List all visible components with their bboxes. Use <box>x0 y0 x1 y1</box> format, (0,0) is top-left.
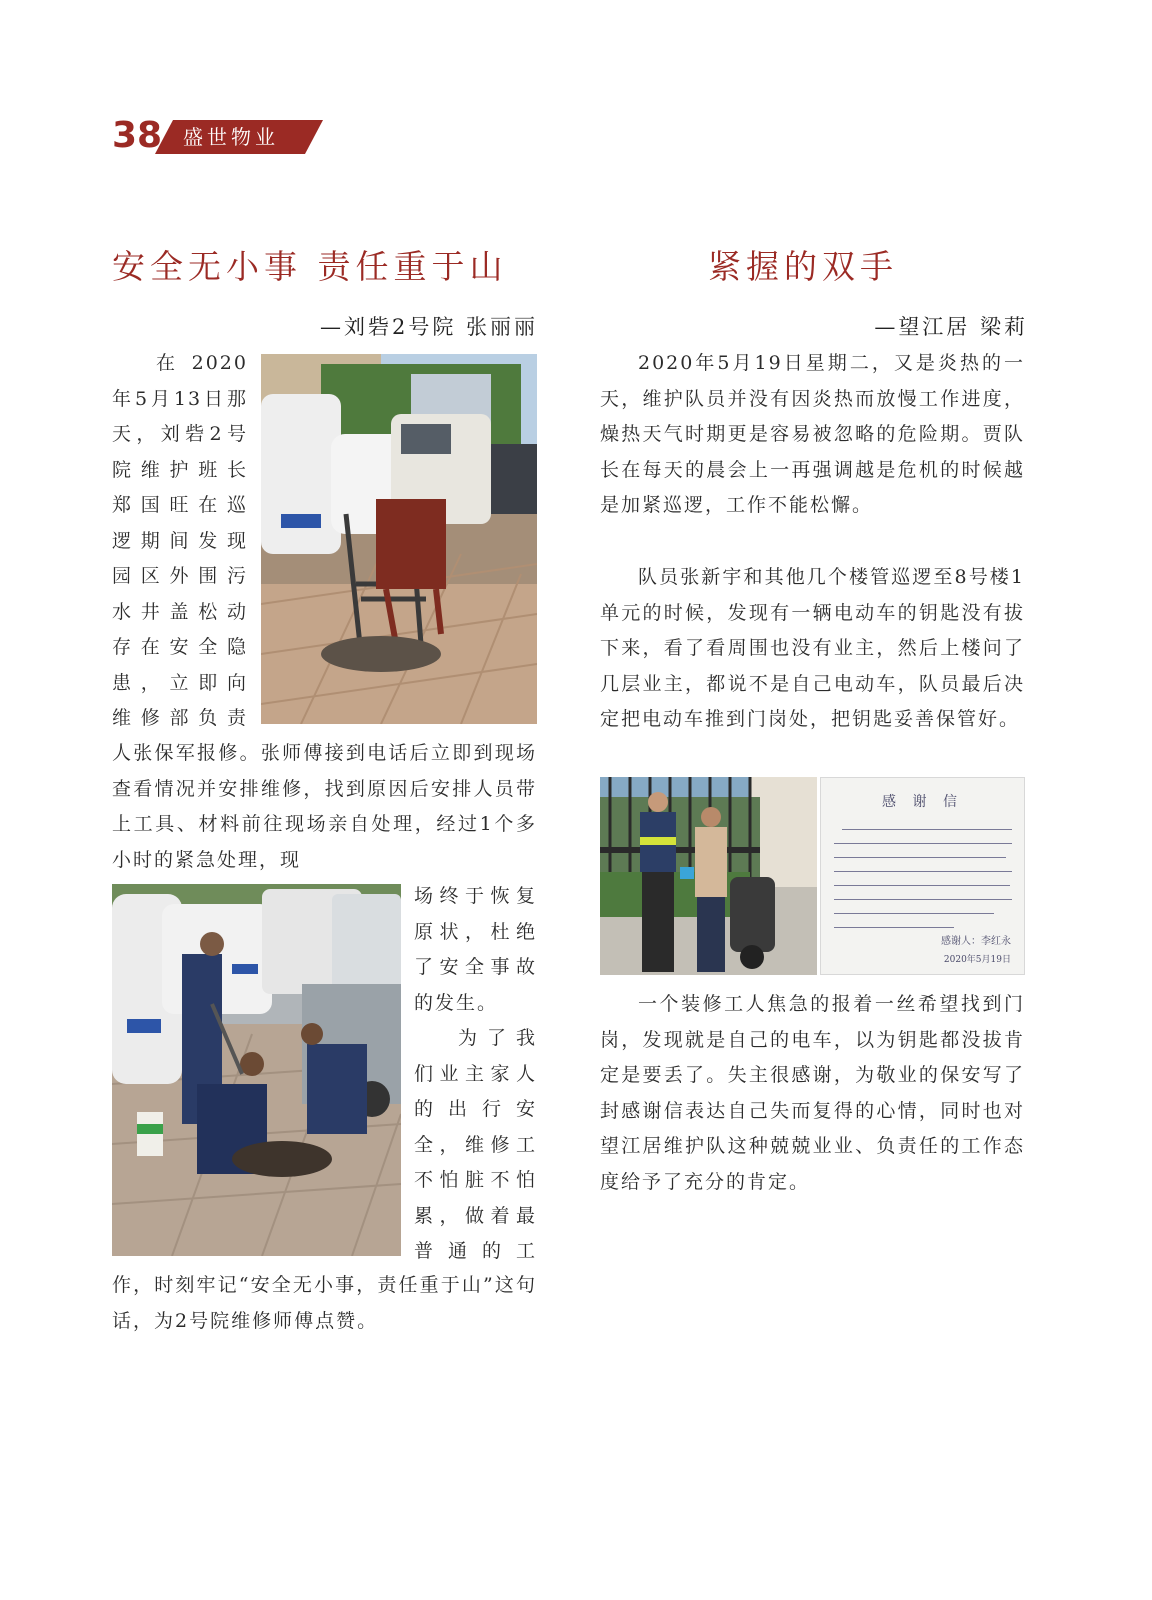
text-line: 不怕脏不怕 <box>414 1169 537 1191</box>
letter-date: 2020年5月19日 <box>943 955 1011 965</box>
text-line: 的发生。 <box>414 991 499 1014</box>
text-line: 了安全事故 <box>414 956 537 978</box>
left-paragraph-1-end <box>414 879 537 1021</box>
right-paragraph-2: 队员张新宇和其他几个楼管巡逻至8号楼1单元的时候，发现有一辆电动车的钥匙没有拔下来，看了看周围也没有业主，然后上楼问了几层业主，都说不是自己电动车，队员最后决定把电动车推到门岗处，把钥匙妥善保管好。 <box>600 566 1025 730</box>
left-article-byline: —刘砦2号院 张丽丽 <box>319 315 538 339</box>
text-line: 园区外围污 <box>112 565 248 587</box>
text-line: 全，维修工 <box>414 1133 537 1156</box>
magazine-name: 盛世物业 <box>183 125 279 149</box>
handwriting-line <box>834 885 1010 886</box>
text-line: 郑国旺在巡 <box>112 494 248 516</box>
handwriting-line <box>834 927 954 928</box>
left-article-title: 安全无小事 责任重于山 <box>112 247 508 286</box>
text-line: 患，立即向 <box>112 671 248 694</box>
page-number: 38 <box>112 115 163 156</box>
workers-repairing-photo <box>112 884 401 1256</box>
right-paragraph-3: 一个装修工人焦急的报着一丝希望找到门岗，发现就是自己的电车，以为钥匙都没拔肯定是要丢了。失主很感谢，为敬业的保安写了封感谢信表达自己失而复得的心情，同时也对望江居维护队这种兢兢业业、负责任的工作态度给予了充分的肯定。 <box>600 993 1025 1193</box>
right-article-title: 紧握的双手 <box>708 247 898 286</box>
text-line: 原状，杜绝 <box>414 920 537 943</box>
chair-on-manhole-photo <box>261 354 537 724</box>
handwriting-line <box>834 871 1012 872</box>
handwriting-line <box>834 857 1006 858</box>
handshake-photo <box>600 777 817 975</box>
text-line: 场终于恢复 <box>414 885 537 907</box>
left-paragraph-1-continued: 人张保军报修。张师傅接到电话后立即到现场查看情况并安排维修，找到原因后安排人员带上工具、材料前往现场亲自处理，经过1个多小时的紧急处理，现 <box>112 742 537 871</box>
text-line: 存在安全隐 <box>112 636 248 658</box>
letter-title: 感 谢 信 <box>882 794 963 810</box>
text-line: 逻期间发现 <box>112 529 248 552</box>
left-paragraph-1 <box>112 346 248 737</box>
text-line: 水井盖松动 <box>112 600 248 623</box>
text-line: 院维护班长 <box>112 458 248 481</box>
left-paragraph-2 <box>414 1021 537 1270</box>
handwriting-line <box>834 913 994 914</box>
handwriting-line <box>834 899 1012 900</box>
text-line: 在 2020 <box>156 352 248 374</box>
text-line: 天，刘砦2号 <box>112 423 248 445</box>
text-line: 们业主家人 <box>414 1062 537 1085</box>
right-article-byline: —望江居 梁莉 <box>874 315 1028 339</box>
thank-you-letter-photo <box>820 777 1025 975</box>
text-line: 年5月13日那 <box>112 387 248 410</box>
handwriting-line <box>834 843 1012 844</box>
left-paragraph-2-continued: 作，时刻牢记“安全无小事，责任重于山”这句话，为2号院维修师傅点赞。 <box>112 1274 537 1332</box>
letter-signature: 感谢人：李红永 <box>941 936 1011 947</box>
text-line: 为了我 <box>458 1027 537 1049</box>
handwriting-line <box>842 829 1012 830</box>
text-line: 普通的工 <box>414 1240 537 1262</box>
text-line: 的出行安 <box>414 1098 537 1120</box>
text-line: 累，做着最 <box>414 1204 537 1227</box>
text-line: 维修部负责 <box>112 707 248 729</box>
right-paragraph-1: 2020年5月19日星期二，又是炎热的一天，维护队员并没有因炎热而放慢工作进度，燥热天气时期更是容易被忽略的危险期。贾队长在每天的晨会上一再强调越是危机的时候越是加紧巡逻，工作不能松懈。 <box>600 352 1025 516</box>
